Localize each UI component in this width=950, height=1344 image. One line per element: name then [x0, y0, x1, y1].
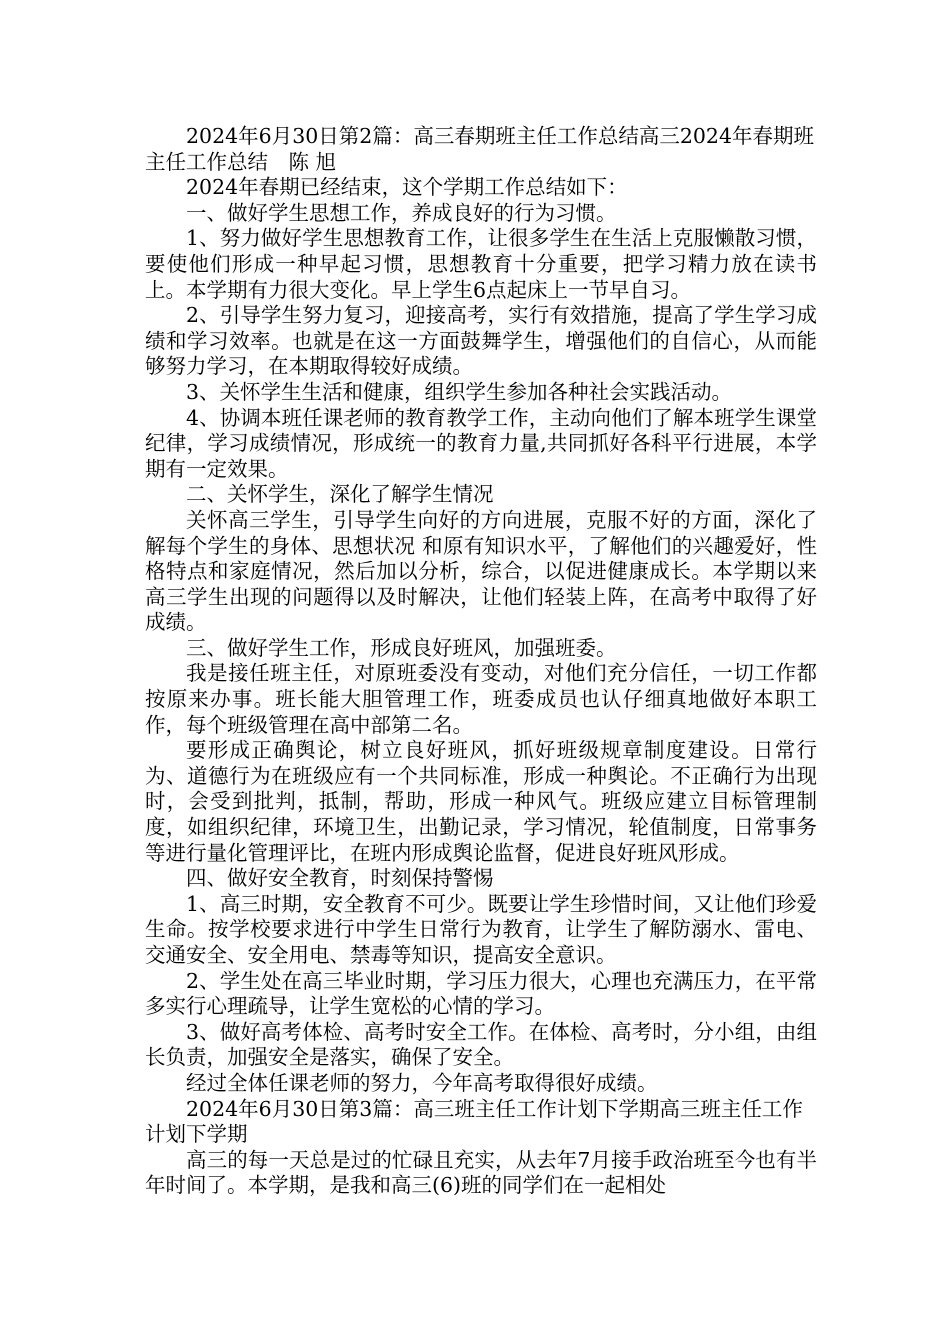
document-page — [145, 124, 817, 1199]
article-3-title: 2024年6月30日第3篇：高三班主任工作计划下学期高三班主任工作计划下学期 — [145, 1096, 803, 1147]
article-3-intro: 高三的每一天总是过的忙碌且充实，从去年7月接手政治班至今也有半年时间了。本学期，是我和高三(6)班的同学们在一起相处 — [145, 1147, 817, 1198]
section-2-paragraph: 关怀高三学生，引导学生向好的方向进展，克服不好的方面，深化了解每个学生的身体、思想状况 和原有知识水平，了解他们的兴趣爱好，性格特点和家庭情况，然后加以分析，综合，以促进健康成长。本学期以来高三学生出现的问题得以及时解决，让他们轻装上阵，在高考中取得了好成绩。 — [145, 507, 817, 635]
section-3-paragraph-1: 我是接任班主任，对原班委没有变动，对他们充分信任，一切工作都按原来办事。班长能大胆管理工作，班委成员也认仔细真地做好本职工作，每个班级管理在高中部第二名。 — [145, 661, 817, 737]
section-1-item-1: 1、努力做好学生思想教育工作，让很多学生在生活上克服懒散习惯，要使他们形成一种早起习惯，思想教育十分重要，把学习精力放在读书上。本学期有力很大变化。早上学生6点起床上一节早自习。 — [145, 226, 817, 302]
section-1-item-4: 4、协调本班任课老师的教育教学工作，主动向他们了解本班学生课堂纪律，学习成绩情况，形成统一的教育力量,共同抓好各科平行进展，本学期有一定效果。 — [145, 405, 817, 481]
section-4-item-1: 1、高三时期，安全教育不可少。既要让学生珍惜时间，又让他们珍爱生命。按学校要求进行中学生日常行为教育，让学生了解防溺水、雷电、交通安全、安全用电、禁毒等知识，提高安全意识。 — [145, 891, 817, 967]
section-3-paragraph-2: 要形成正确舆论，树立良好班风，抓好班级规章制度建设。日常行为、道德行为在班级应有一个共同标准，形成一种舆论。不正确行为出现时，会受到批判，抵制，帮助，形成一种风气。班级应建立目标管理制度，如组织纪律，环境卫生，出勤记录，学习情况，轮值制度，日常事务等进行量化管理评比，在班内形成舆论监督，促进良好班风形成。 — [145, 738, 817, 865]
section-1-item-2: 2、引导学生努力复习，迎接高考，实行有效措施，提高了学生学习成绩和学习效率。也就是在这一方面鼓舞学生，增强他们的自信心，从而能够努力学习，在本期取得较好成绩。 — [145, 303, 817, 379]
section-4-item-3: 3、做好高考体检、高考时安全工作。在体检、高考时，分小组，由组长负责，加强安全是落实，确保了安全。 — [145, 1019, 817, 1070]
intro-paragraph: 2024年春期已经结束，这个学期工作总结如下： — [186, 175, 628, 200]
section-1-heading: 一、做好学生思想工作，养成良好的行为习惯。 — [186, 200, 617, 225]
section-1-item-3: 3、关怀学生生活和健康，组织学生参加各种社会实践活动。 — [186, 379, 733, 404]
conclusion-paragraph: 经过全体任课老师的努力，今年高考取得很好成绩。 — [186, 1070, 658, 1095]
section-4-heading: 四、做好安全教育，时刻保持警惕 — [186, 866, 494, 891]
section-2-heading: 二、关怀学生，深化了解学生情况 — [186, 482, 494, 507]
section-3-heading: 三、做好学生工作，形成良好班风，加强班委。 — [186, 635, 617, 660]
section-4-item-2: 2、学生处在高三毕业时期，学习压力很大，心理也充满压力，在平常多实行心理疏导，让学生宽松的心情的学习。 — [145, 968, 817, 1019]
article-2-title: 2024年6月30日第2篇：高三春期班主任工作总结高三2024年春期班主任工作总结 陈 旭 — [145, 124, 815, 174]
